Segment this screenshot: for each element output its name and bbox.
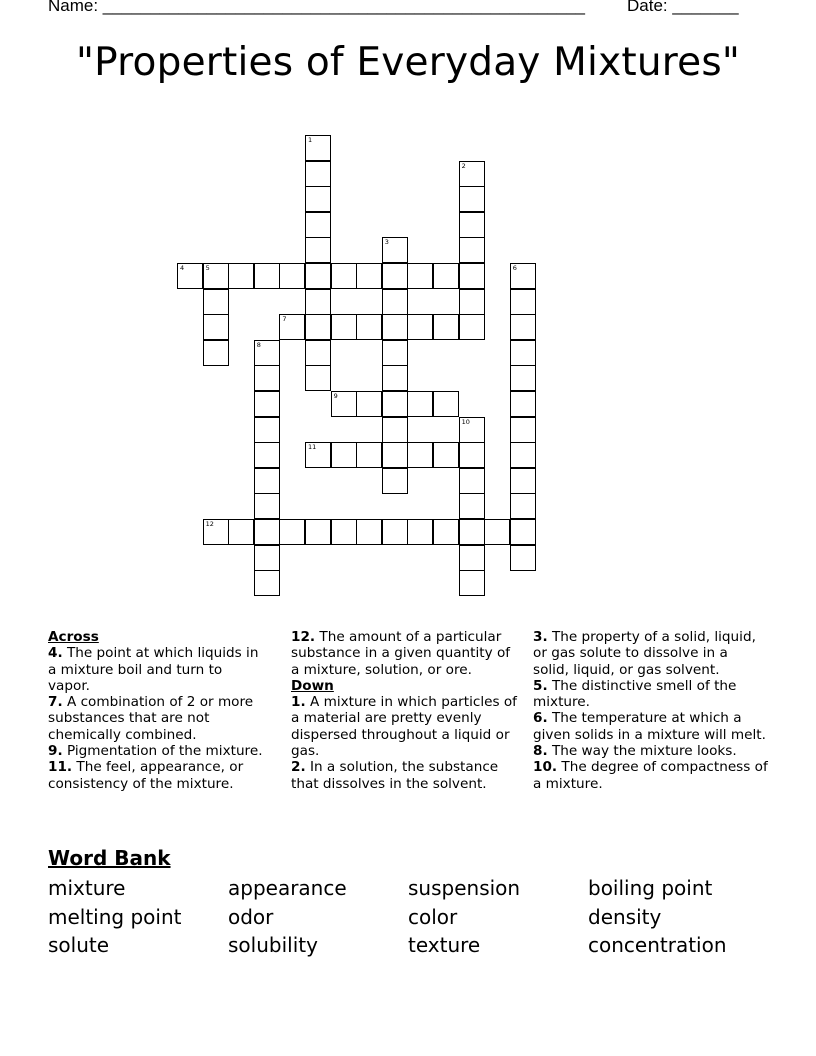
- clues-column-1: [48, 629, 266, 792]
- clue-number: 5: [205, 264, 210, 272]
- crossword-cell[interactable]: [459, 417, 485, 443]
- crossword-cell[interactable]: [510, 263, 536, 289]
- crossword-cell[interactable]: [254, 545, 280, 571]
- crossword-cell[interactable]: [407, 442, 433, 468]
- clues-column-2: [291, 629, 521, 792]
- crossword-cell[interactable]: [331, 442, 357, 468]
- crossword-cell[interactable]: [382, 417, 408, 443]
- clue-down-8: 8. The way the mixture looks.: [533, 743, 737, 760]
- crossword-cell[interactable]: [382, 340, 408, 366]
- crossword-cell[interactable]: [305, 263, 331, 289]
- crossword-cell[interactable]: [254, 391, 280, 417]
- clue-down-1: 1. A mixture in which particles of a material are pretty evenly dispersed throughout a liquid or gas.: [291, 694, 517, 760]
- crossword-cell[interactable]: [382, 442, 408, 468]
- crossword-cell[interactable]: [407, 314, 433, 340]
- crossword-cell[interactable]: [433, 391, 459, 417]
- crossword-cell[interactable]: [279, 519, 305, 545]
- crossword-cell[interactable]: [510, 442, 536, 468]
- crossword-cell[interactable]: [484, 519, 510, 545]
- crossword-cell[interactable]: [382, 237, 408, 263]
- crossword-cell[interactable]: [356, 263, 382, 289]
- clue-across-12: 12. The amount of a particular substance in a given quantity of a mixture, solution, or ore.: [291, 629, 511, 678]
- crossword-cell[interactable]: [433, 442, 459, 468]
- crossword-cell[interactable]: [510, 314, 536, 340]
- clue-number: 4: [180, 264, 185, 272]
- crossword-cell[interactable]: [254, 519, 280, 545]
- crossword-cell[interactable]: [203, 263, 229, 289]
- clue-across-11: 11. The feel, appearance, or consistency of the mixture.: [48, 759, 244, 792]
- crossword-cell[interactable]: [510, 468, 536, 494]
- word-bank-item: suspension: [408, 876, 521, 900]
- crossword-cell[interactable]: [433, 519, 459, 545]
- crossword-cell[interactable]: [510, 365, 536, 391]
- crossword-cell[interactable]: [228, 519, 254, 545]
- crossword-cell[interactable]: [203, 289, 229, 315]
- word-bank-item: appearance: [228, 876, 347, 900]
- crossword-cell[interactable]: [305, 442, 331, 468]
- clue-number: 11: [308, 443, 317, 452]
- crossword-cell[interactable]: [305, 212, 331, 238]
- crossword-cell[interactable]: [510, 340, 536, 366]
- crossword-cell[interactable]: [382, 314, 408, 340]
- word-bank-item: melting point: [48, 904, 182, 929]
- crossword-cell[interactable]: [459, 442, 485, 468]
- crossword-cell[interactable]: [510, 519, 536, 545]
- crossword-cell[interactable]: [382, 365, 408, 391]
- clue-down-2: 2. In a solution, the substance that dissolves in the solvent.: [291, 759, 499, 792]
- crossword-cell[interactable]: [382, 289, 408, 315]
- down-heading: Down: [291, 677, 334, 694]
- crossword-cell[interactable]: [382, 468, 408, 494]
- crossword-cell[interactable]: [177, 263, 203, 289]
- crossword-cell[interactable]: [254, 263, 280, 289]
- clue-down-5: 5. The distinctive smell of the mixture.: [533, 677, 737, 711]
- crossword-cell[interactable]: [356, 519, 382, 545]
- crossword-cell[interactable]: [510, 391, 536, 417]
- word-bank-item: density: [588, 904, 662, 929]
- crossword-cell[interactable]: [433, 263, 459, 289]
- crossword-cell[interactable]: [305, 161, 331, 187]
- crossword-cell[interactable]: [254, 493, 280, 519]
- word-bank-item: color: [408, 904, 458, 929]
- across-heading: Across: [48, 629, 99, 645]
- clue-number: 7: [282, 315, 287, 324]
- crossword-cell[interactable]: [510, 545, 536, 571]
- clue-down-6: 6. The temperature at which a given solids in a mixture will melt.: [533, 710, 766, 743]
- crossword-cell[interactable]: [459, 161, 485, 187]
- crossword-cell[interactable]: [305, 289, 331, 315]
- crossword-cell[interactable]: [459, 237, 485, 263]
- crossword-cell[interactable]: [228, 263, 254, 289]
- crossword-cell[interactable]: [254, 340, 280, 366]
- word-bank-item: boiling point: [588, 876, 713, 900]
- crossword-cell[interactable]: [331, 263, 357, 289]
- clues-column-3: [533, 629, 768, 792]
- crossword-cell[interactable]: [510, 417, 536, 443]
- crossword-cell[interactable]: [356, 391, 382, 417]
- crossword-cell[interactable]: [254, 365, 280, 391]
- clue-number: 10: [461, 417, 470, 426]
- word-bank-item: solute: [48, 933, 110, 957]
- word-bank-item: mixture: [48, 876, 126, 900]
- crossword-cell[interactable]: [279, 314, 305, 340]
- word-bank-title: Word Bank: [48, 846, 171, 870]
- crossword-cell[interactable]: [305, 519, 331, 545]
- crossword-cell[interactable]: [382, 391, 408, 417]
- crossword-cell[interactable]: [407, 263, 433, 289]
- crossword-cell[interactable]: [433, 314, 459, 340]
- crossword-cell[interactable]: [382, 519, 408, 545]
- crossword-cell[interactable]: [305, 340, 331, 366]
- clue-across-4: 4. The point at which liquids in a mixture boil and turn to vapor.: [48, 645, 259, 694]
- crossword-cell[interactable]: [203, 519, 229, 545]
- crossword-cell[interactable]: [459, 186, 485, 212]
- crossword-cell[interactable]: [459, 263, 485, 289]
- crossword-cell[interactable]: [407, 391, 433, 417]
- crossword-cell[interactable]: [203, 340, 229, 366]
- word-bank: [48, 874, 768, 960]
- crossword-cell[interactable]: [279, 263, 305, 289]
- crossword-cell[interactable]: [459, 289, 485, 315]
- clue-down-10: 10. The degree of compactness of a mixture.: [533, 759, 768, 792]
- crossword-cell[interactable]: [459, 545, 485, 571]
- crossword-cell[interactable]: [203, 314, 229, 340]
- name-field-label: Name: ___________________________________________________: [48, 0, 585, 15]
- crossword-cell[interactable]: [510, 493, 536, 519]
- clue-number: 12: [205, 520, 214, 528]
- clue-across-9: 9. Pigmentation of the mixture.: [48, 743, 263, 760]
- clue-number: 8: [256, 340, 261, 349]
- crossword-cell[interactable]: [305, 365, 331, 391]
- crossword-cell[interactable]: [459, 314, 485, 340]
- crossword-cell[interactable]: [382, 263, 408, 289]
- page-title: "Properties of Everyday Mixtures": [76, 40, 740, 85]
- crossword-cell[interactable]: [331, 391, 357, 417]
- crossword-cell[interactable]: [407, 519, 433, 545]
- crossword-cell[interactable]: [331, 519, 357, 545]
- crossword-cell[interactable]: [459, 212, 485, 238]
- date-field-label: Date: _______: [627, 0, 739, 15]
- word-bank-item: texture: [408, 933, 481, 957]
- crossword-cell[interactable]: [305, 314, 331, 340]
- crossword-cell[interactable]: [254, 468, 280, 494]
- clue-number: 6: [512, 264, 517, 272]
- clue-number: 3: [384, 238, 389, 247]
- crossword-cell[interactable]: [305, 186, 331, 212]
- crossword-cell[interactable]: [305, 237, 331, 263]
- clue-number: 9: [333, 392, 338, 400]
- crossword-cell[interactable]: [254, 417, 280, 443]
- word-bank-item: odor: [228, 904, 274, 929]
- crossword-cell[interactable]: [459, 493, 485, 519]
- crossword-cell[interactable]: [356, 442, 382, 468]
- crossword-cell[interactable]: [356, 314, 382, 340]
- crossword-cell[interactable]: [459, 570, 485, 596]
- crossword-cell[interactable]: [254, 442, 280, 468]
- crossword-cell[interactable]: [459, 468, 485, 494]
- word-bank-item: solubility: [228, 933, 318, 957]
- clue-down-3: 3. The property of a solid, liquid, or gas solute to dissolve in a solid, liquid, or gas solvent.: [533, 629, 756, 678]
- crossword-cell[interactable]: [254, 570, 280, 596]
- word-bank-item: concentration: [588, 933, 727, 957]
- crossword-cell[interactable]: [331, 314, 357, 340]
- crossword-cell[interactable]: [459, 519, 485, 545]
- crossword-cell[interactable]: [510, 289, 536, 315]
- clue-number: 1: [308, 136, 313, 144]
- clue-across-7: 7. A combination of 2 or more substances that are not chemically combined.: [48, 694, 254, 743]
- crossword-cell[interactable]: [305, 135, 331, 161]
- clue-number: 2: [461, 161, 466, 170]
